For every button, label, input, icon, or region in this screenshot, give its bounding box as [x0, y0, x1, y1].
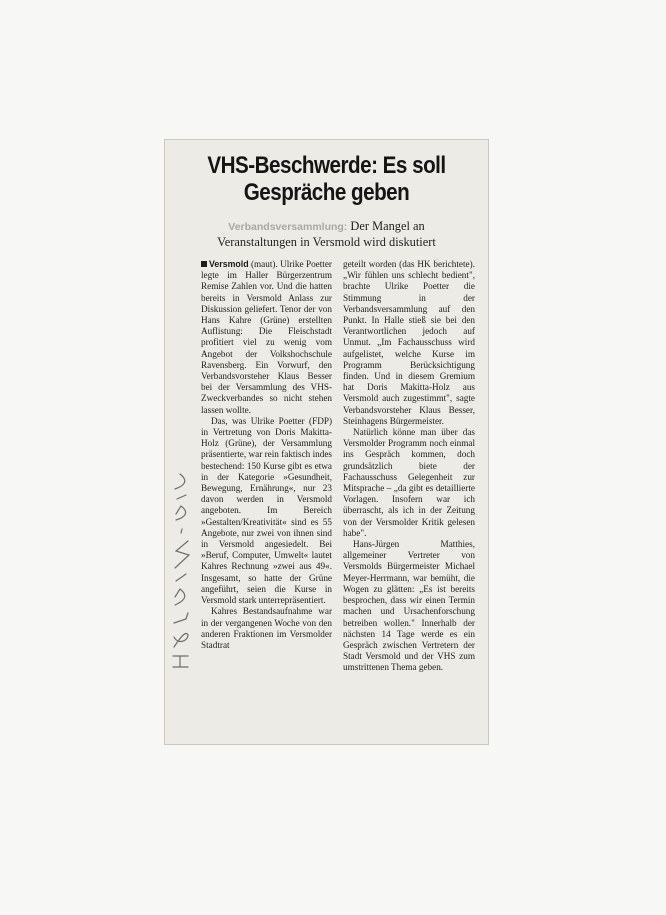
paragraph: Hans-Jürgen Matthies, allgemeiner Vertreter von Versmolds Bürgermeister Michael Meyer-Herrmann, war bemüht, die Wogen zu glätten: „Es ist bereits besprochen, dass wir einen Termin machen und Ursachenforschung betreiben wollen." Innerhalb der nächsten 14 Tage werde es ein Gespräch zwischen Vertretern der Stadt Versmold und der VHS zum umstrittenen Thema geben. [343, 539, 475, 673]
subheadline-line-2: Veranstaltungen in Versmold wird diskutiert [217, 235, 436, 249]
subheadline [165, 219, 488, 250]
article-column-1 [201, 259, 332, 651]
handwritten-date-note [166, 375, 196, 675]
dateline: Versmold [209, 259, 249, 269]
paragraph [201, 259, 332, 416]
newspaper-clipping [164, 139, 489, 745]
paragraph: Das, was Ulrike Poetter (FDP) in Vertretung von Doris Makitta-Holz (Grüne), der Versammlung präsentierte, war rein faktisch indes bestechend: 150 Kurse gibt es etwa in der Kategorie »Gesundheit, Bewegung, Ernährung«, nur 23 davon werden in Versmold angeboten. Im Bereich »Gestalten/Kreativität« sind es 55 Angebote, nur zwei von ihnen sind in Versmold angesiedelt. Bei »Beruf, Computer, Umwelt« lautet Kahres Rechnung »zwei aus 49«. Insgesamt, so hatte der Grüne angeführt, seien die Kurse in Versmold stark unterrepräsentiert. [201, 415, 332, 606]
headline-line-1: VHS-Beschwerde: Es soll [207, 152, 446, 179]
paragraph-text: (maut). Ulrike Poetter legte im Haller Bürgerzentrum Remise Zahlen vor. Und die hatten bereits in Versmold Anlass zur Diskussion geliefert. Tenor der von Hans Kahre (Grüne) erstellten Auflistung: Die Fleischstadt profitiert viel zu wenig vom Angebot der Volkshochschule Ravensberg. Ein Vorwurf, den Verbandsvorsteher Klaus Besser bei der Versammlung des VHS-Zweckverbandes so nicht stehen lassen wollte. [201, 259, 332, 415]
subheadline-line-1: Der Mangel an [347, 219, 425, 233]
kicker: Verbandsversammlung: [228, 221, 348, 233]
headline [188, 152, 466, 206]
article-column-2 [343, 259, 475, 674]
paragraph: Kahres Bestandsaufnahme war in der vergangenen Woche von den anderen Fraktionen im Versmolder Stadtrat [201, 606, 332, 650]
paragraph: geteilt worden (das HK berichtete). „Wir fühlen uns schlecht bedient", brachte Ulrike Poetter die Stimmung in der Verbandsversammlung auf den Punkt. In Halle stieß sie bei den Verantwortlichen jedoch auf Unmut. „Im Fachausschuss wird aufgelistet, welche Kurse im Programm Berücksichtigung finden. Und in diesem Gremium hat Doris Makitta-Holz aus Versmold auch zugestimmt", sagte Verbandsvorsteher Klaus Besser, Steinhagens Bürgermeister. [343, 259, 475, 426]
headline-line-2: Gespräche geben [243, 179, 410, 206]
square-bullet-icon [201, 261, 207, 267]
paragraph: Natürlich könne man über das Versmolder Programm noch einmal ins Gespräch kommen, doch grundsätzlich biete der Fachausschuss Gelegenheit zur Mitsprache – „da gibt es detaillierte Vorlagen. Insofern war ich überrascht, als ich in der Zeitung von der Versmolder Kritik gelesen habe". [343, 427, 475, 538]
